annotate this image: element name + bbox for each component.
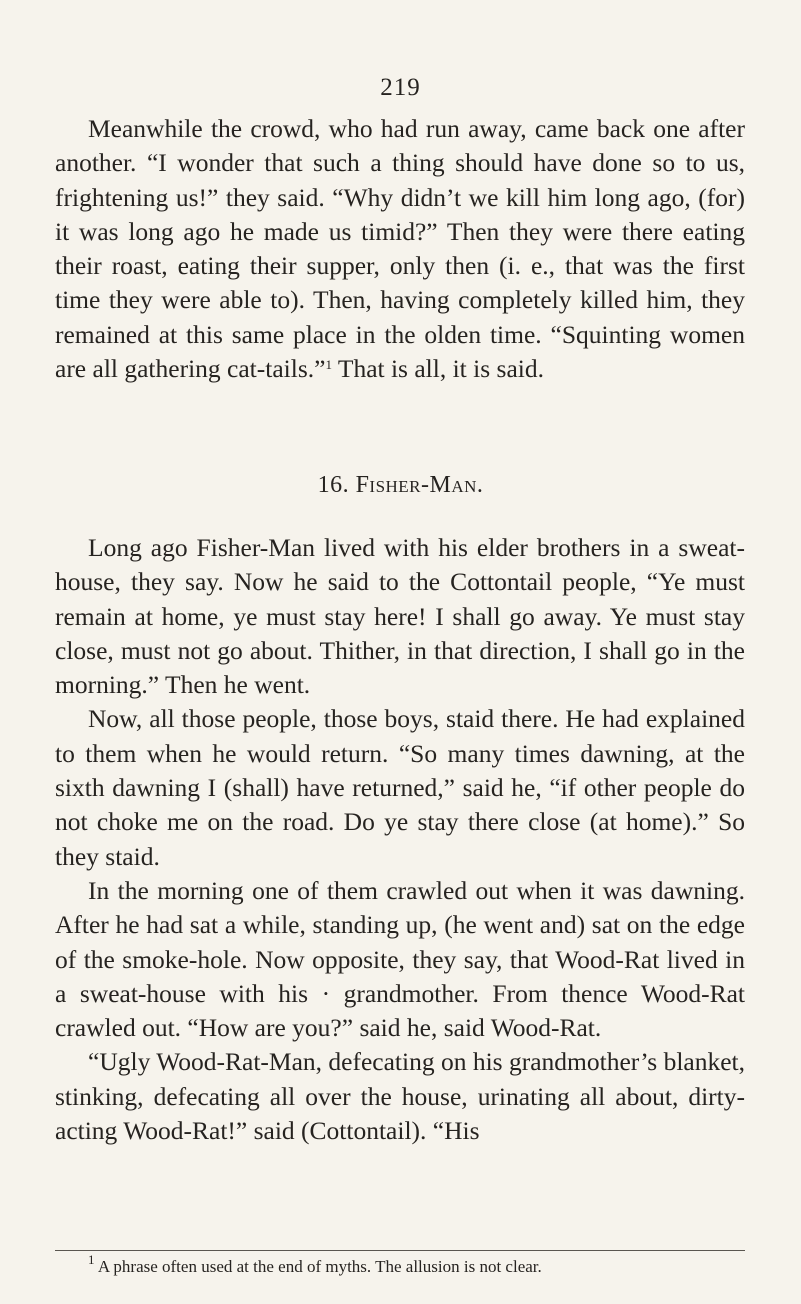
section-heading	[0, 472, 801, 499]
footnote-text: A phrase often used at the end of myths. The allusion is not clear.	[97, 1257, 542, 1276]
paragraph: Now, all those people, those boys, staid there. He had explained to them when he would return. “So many times dawning, at the sixth dawning I (shall) have returned,” said he, “if other people do not choke me on the road. Do ye stay there close (at home).” So they staid.	[55, 704, 745, 871]
page-number: 219	[380, 74, 421, 101]
footnote	[55, 1252, 745, 1278]
footnote-divider	[55, 1250, 745, 1251]
story-text-block	[55, 531, 745, 1148]
section-number: 16.	[317, 472, 350, 498]
paragraph: In the morning one of them crawled out when it was dawning. After he had sat a while, standing up, (he went and) sat on the edge of the smoke-hole. Now opposite, they say, that Wood-Rat lived in a sweat-house with his · grandmother. From thence Wood-Rat crawled out. “How are you?” said he, said Wood-Rat.	[55, 875, 745, 1043]
paragraph: Long ago Fisher-Man lived with his elder brothers in a sweat-house, they say. Now he said to the Cottontail people, “Ye must remain at home, ye must stay here! I shall go away. Ye must stay close, must not go about. Thither, in that direction, I shall go in the morning.” Then he went.	[55, 533, 745, 700]
section-title: Fisher-Man.	[355, 472, 484, 498]
footnote-reference: 1	[325, 357, 332, 373]
paragraph: “Ugly Wood-Rat-Man, defecating on his grandmother’s blanket, stinking, defecating all over the house, urinating all about, dirty-acting Wood-Rat!” said (Cottontail). “His	[55, 1047, 746, 1146]
paragraph-text: Meanwhile the crowd, who had run away, came back one after another. “I wonder that such a thing should have done so to us, frightening us!” they said. “Why didn’t we kill him long ago, (for) it was long ago he made us timid?” Then they were there eating their roast, eating their supper, only then (i. e., that was the first time they were able to). Then, having completely killed him, they remained at this same place in the olden time. “Squinting women are all gathering cat-tails.”	[55, 114, 745, 384]
opening-text-block	[55, 112, 745, 386]
paragraph-text-continued: That is all, it is said.	[331, 354, 544, 384]
footnote-mark: 1	[88, 1252, 95, 1267]
paragraph	[55, 112, 745, 386]
